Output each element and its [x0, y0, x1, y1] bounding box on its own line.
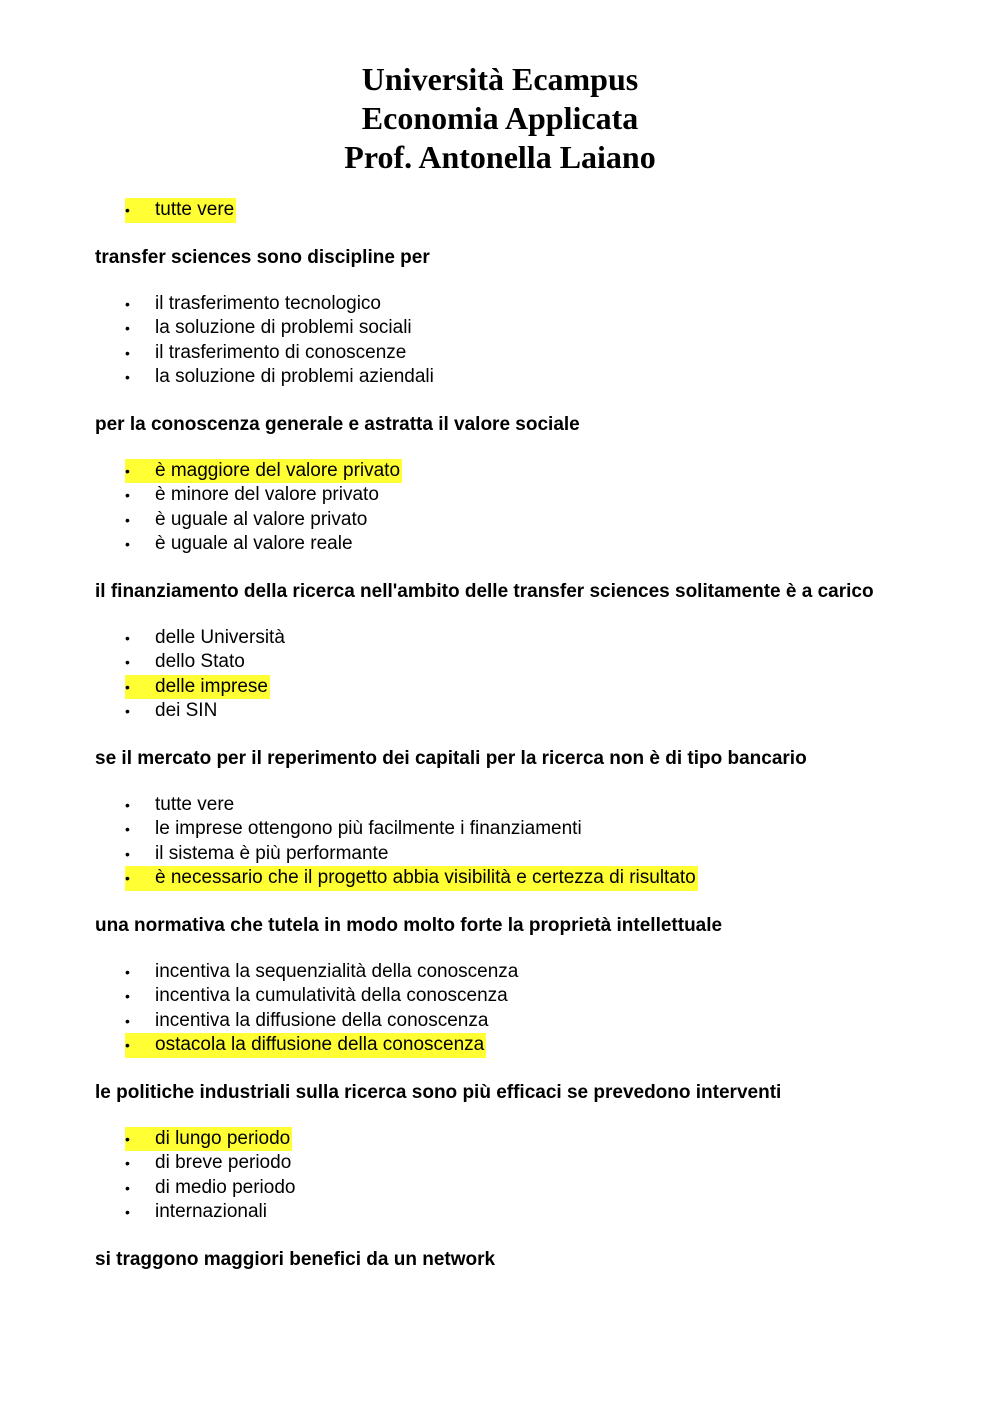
answer-text: dello Stato [155, 651, 245, 672]
answer-list [95, 1127, 915, 1225]
answer-text: incentiva la sequenzialità della conoscenza [155, 960, 519, 982]
answer-text: dei SIN [155, 700, 218, 721]
answer-item [125, 626, 915, 651]
answer-text: internazionali [155, 1201, 267, 1222]
answer-item [125, 842, 915, 867]
answer-text: incentiva la diffusione della conoscenza [155, 1009, 489, 1031]
answer-highlighted [125, 459, 402, 484]
answer-text: la soluzione di problemi aziendali [155, 366, 434, 387]
answer-item [125, 292, 915, 317]
answer-text: è uguale al valore privato [155, 508, 368, 530]
bullet-icon: • [125, 654, 130, 670]
answer-item [125, 1009, 915, 1034]
bullet-icon: • [125, 796, 130, 813]
answer-text: delle Università [155, 626, 285, 648]
answer-text: incentiva la cumulatività della conoscenza [155, 985, 508, 1006]
bullet-icon: • [125, 320, 130, 336]
answer-item [125, 365, 915, 390]
answer-list [95, 292, 915, 390]
answer-highlighted [125, 866, 698, 891]
bullet-icon: • [125, 369, 130, 385]
bullet-icon: • [125, 511, 130, 528]
answer-item [125, 483, 915, 508]
answer-item [125, 341, 915, 366]
bullet-icon: • [125, 988, 130, 1004]
answer-text: è maggiore del valore privato [155, 459, 401, 481]
quiz-content [95, 198, 915, 1294]
bullet-icon: • [125, 1179, 130, 1196]
answer-text: le imprese ottengono più facilmente i finanziamenti [155, 818, 582, 839]
answer-item [125, 650, 915, 675]
bullet-icon: • [125, 536, 130, 552]
answer-text: è uguale al valore reale [155, 533, 353, 554]
bullet-icon: • [125, 963, 130, 980]
document-header [0, 60, 1000, 177]
bullet-icon: • [125, 678, 130, 695]
answer-item [125, 532, 915, 557]
answer-text: la soluzione di problemi sociali [155, 317, 412, 338]
bullet-icon: • [125, 487, 130, 503]
answer-item [125, 1176, 915, 1201]
bullet-icon: • [125, 1037, 130, 1053]
answer-text: tutte vere [155, 199, 235, 220]
question-text: una normativa che tutela in modo molto forte la proprietà intellettuale [95, 914, 723, 936]
answer-list [95, 793, 915, 891]
answer-item [125, 984, 915, 1009]
university-name: Università Ecampus [361, 61, 639, 97]
bullet-icon: • [125, 629, 130, 646]
intro-answer-list [95, 198, 915, 223]
answer-text: delle imprese [155, 675, 268, 697]
answer-highlighted [125, 198, 236, 223]
answer-item [125, 960, 915, 985]
answer-highlighted [125, 1033, 486, 1058]
answer-item [125, 1151, 915, 1176]
bullet-icon: • [125, 1012, 130, 1029]
answer-text: di lungo periodo [155, 1127, 291, 1149]
answer-text: il trasferimento tecnologico [155, 292, 381, 314]
question-text: transfer sciences sono discipline per [95, 246, 430, 268]
answer-item [125, 699, 915, 724]
answer-item [125, 793, 915, 818]
question-text: per la conoscenza generale e astratta il valore sociale [95, 413, 580, 435]
answer-text: è minore del valore privato [155, 484, 379, 505]
answer-text: tutte vere [155, 793, 235, 815]
bullet-icon: • [125, 845, 130, 862]
bullet-icon: • [125, 870, 130, 886]
answer-text: ostacola la diffusione della conoscenza [155, 1034, 485, 1055]
answer-item [125, 817, 915, 842]
bullet-icon: • [125, 703, 130, 719]
bullet-icon: • [125, 1130, 130, 1147]
bullet-icon: • [125, 295, 130, 312]
question-text: il finanziamento della ricerca nell'ambito delle transfer sciences solitamente è a carico [95, 580, 874, 602]
question-text: si traggono maggiori benefici da un network [95, 1248, 496, 1270]
question-text: se il mercato per il reperimento dei capitali per la ricerca non è di tipo bancario [95, 747, 807, 769]
course-name: Economia Applicata [361, 100, 639, 136]
answer-text: è necessario che il progetto abbia visibilità e certezza di risultato [155, 867, 696, 888]
answer-list [95, 459, 915, 557]
professor-name: Prof. Antonella Laiano [344, 139, 656, 175]
bullet-icon: • [125, 821, 130, 837]
bullet-icon: • [125, 462, 130, 479]
answer-text: il trasferimento di conoscenze [155, 341, 407, 363]
bullet-icon: • [125, 344, 130, 361]
answer-highlighted [125, 675, 270, 700]
answer-item [125, 508, 915, 533]
answer-text: di breve periodo [155, 1152, 292, 1173]
answer-list [95, 626, 915, 724]
answer-text: il sistema è più performante [155, 842, 389, 864]
answer-item [125, 316, 915, 341]
answer-list [95, 960, 915, 1058]
answer-text: di medio periodo [155, 1176, 296, 1198]
question-text: le politiche industriali sulla ricerca sono più efficaci se prevedono interventi [95, 1081, 782, 1103]
bullet-icon: • [125, 1204, 130, 1220]
answer-highlighted [125, 1127, 292, 1152]
answer-item [125, 1200, 915, 1225]
bullet-icon: • [125, 1155, 130, 1171]
bullet-icon: • [125, 202, 130, 218]
